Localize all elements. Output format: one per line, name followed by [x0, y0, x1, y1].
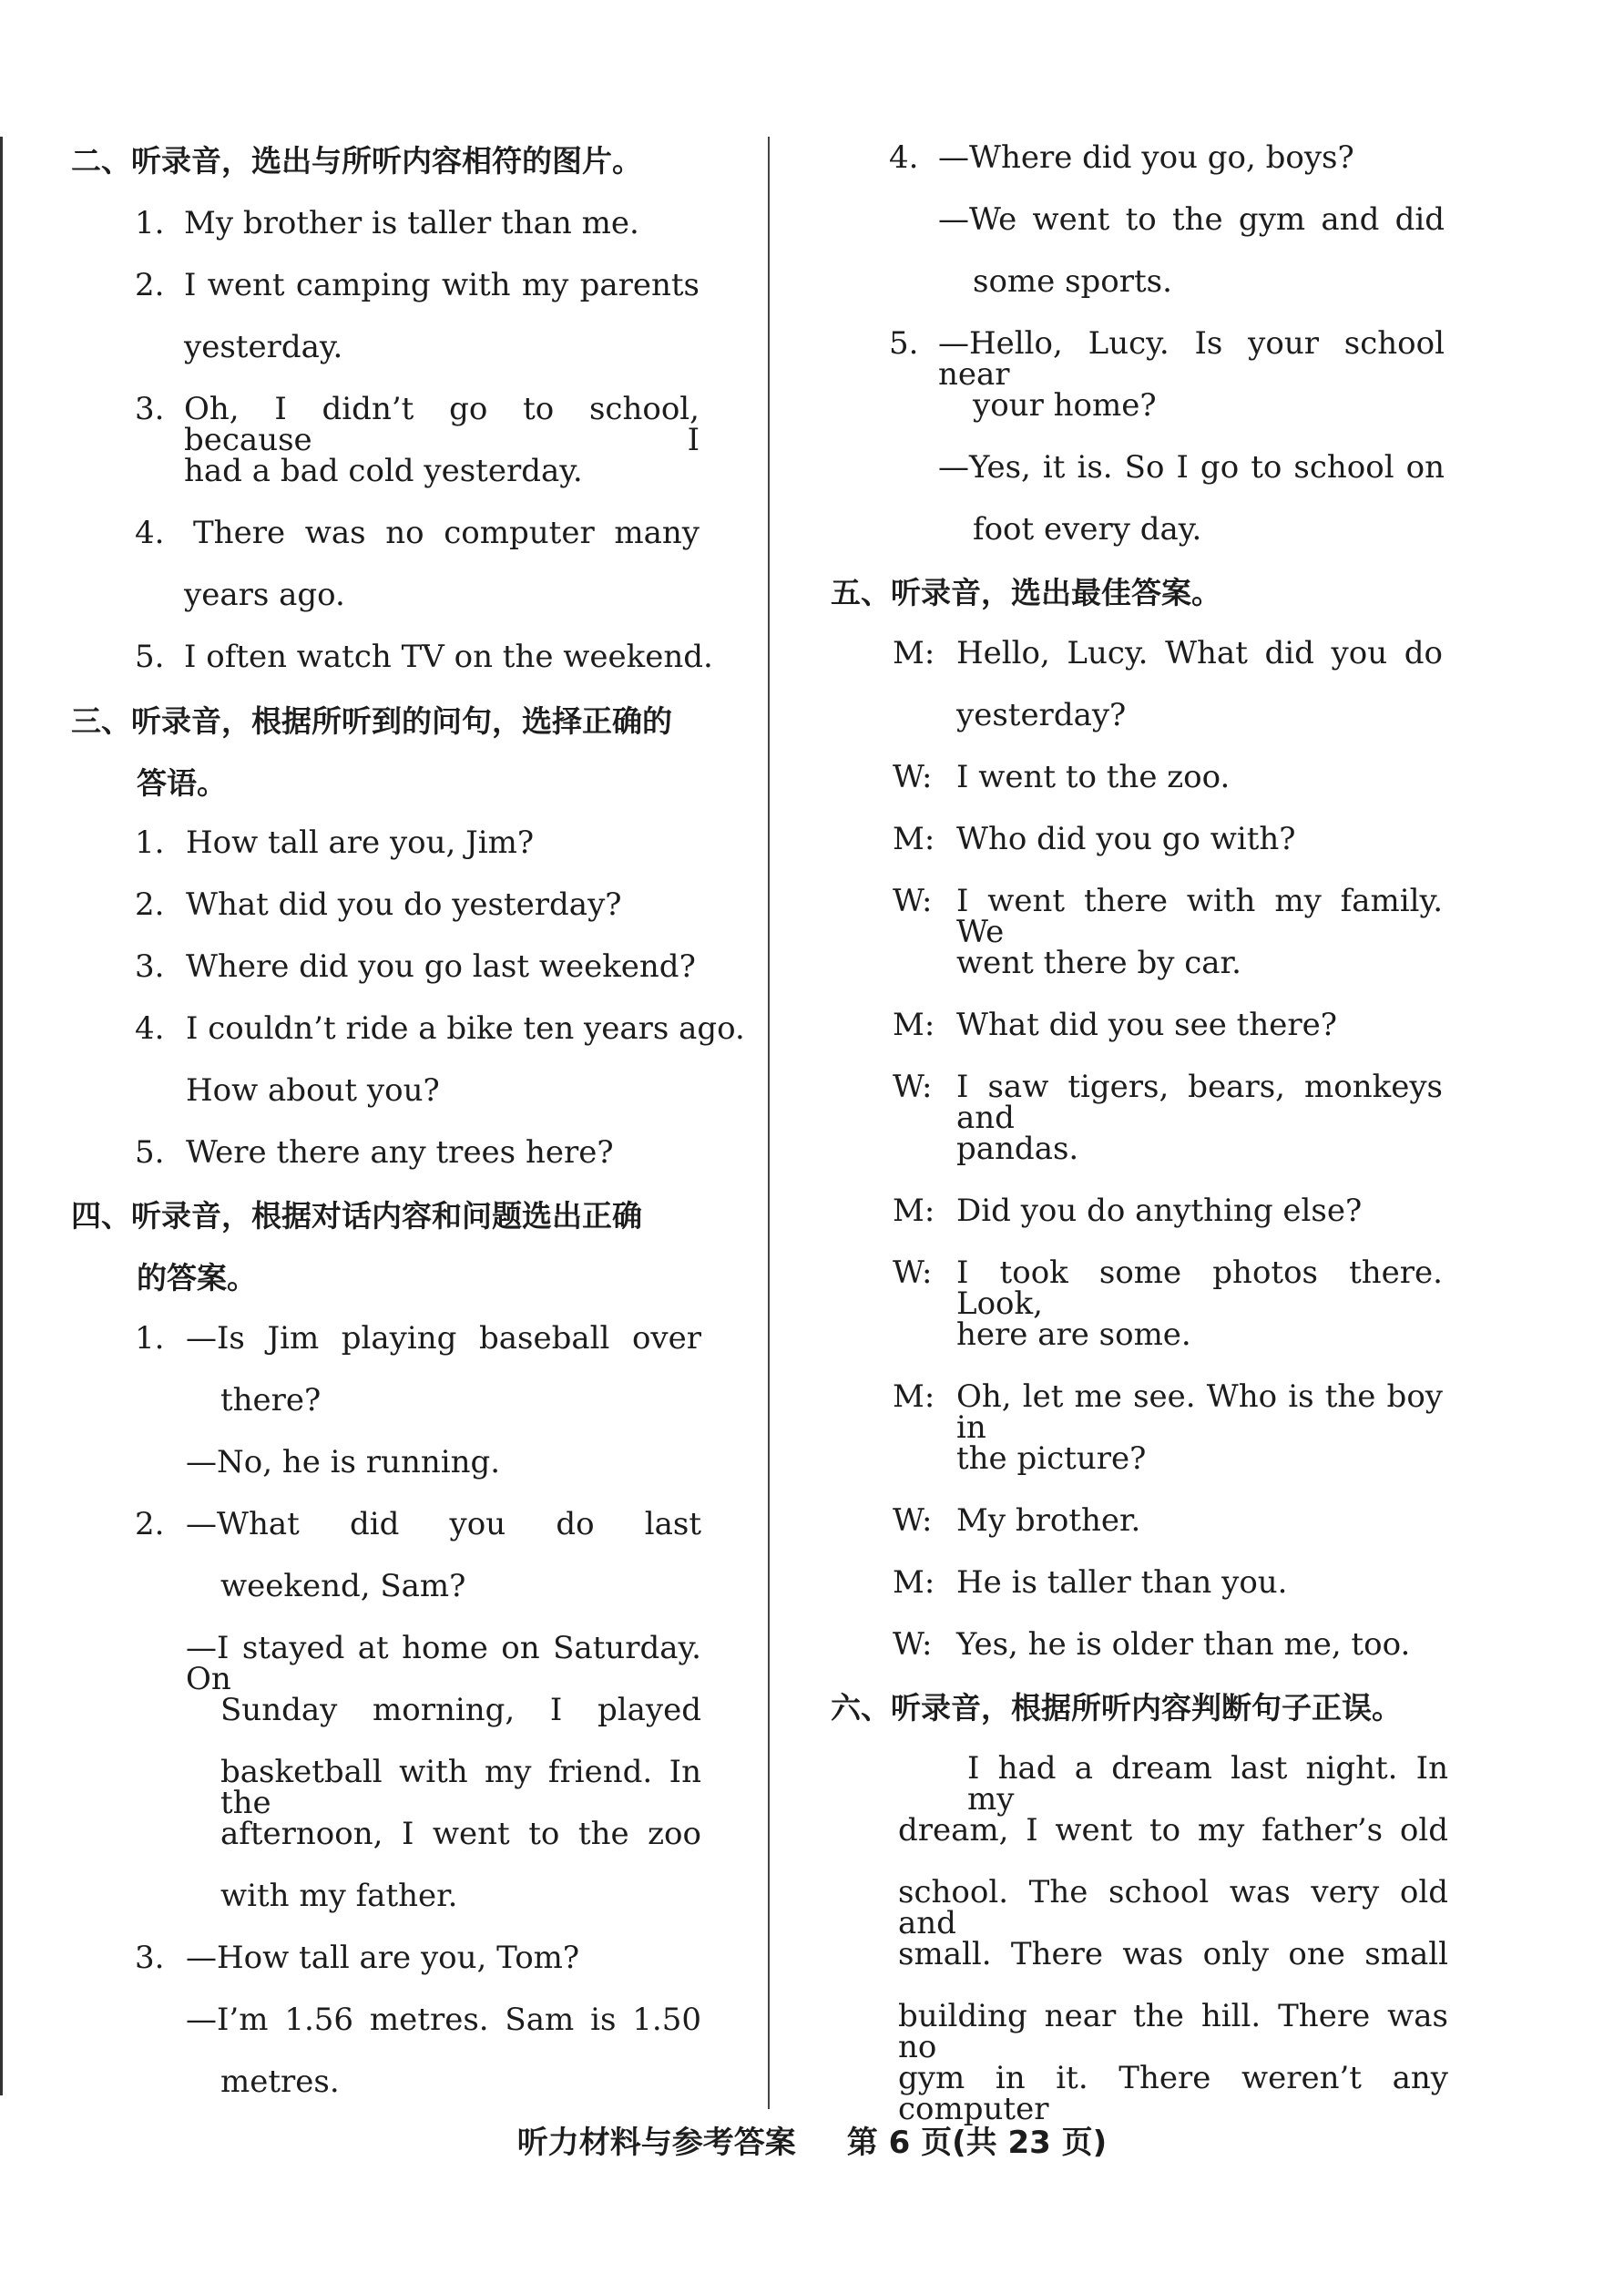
- s4-item-3-num: 3.: [135, 1940, 165, 1976]
- s4-item-4-line: —We went to the gym and did: [938, 201, 1445, 238]
- section-3-heading-cont: 答语。: [137, 765, 227, 801]
- s4-item-3-line: metres.: [220, 2064, 340, 2100]
- s5-speaker: M:: [893, 821, 935, 857]
- s5-line: I went to the zoo.: [956, 759, 1231, 795]
- s3-item-3-num: 3.: [135, 948, 165, 985]
- s5-line: I took some photos there. Look,: [956, 1255, 1443, 1322]
- s6-paragraph-line: dream, I went to my father’s old: [898, 1812, 1448, 1849]
- left-margin-rule: [0, 137, 3, 2095]
- section-6-heading: 六、听录音，根据所听内容判断句子正误。: [831, 1690, 1402, 1726]
- s3-item-4-line: I couldn’t ride a bike ten years ago.: [186, 1010, 745, 1047]
- s4-item-5-line: —Yes, it is. So I go to school on: [938, 449, 1445, 486]
- s4-item-2-line: with my father.: [220, 1878, 458, 1914]
- s2-item-5-line: I often watch TV on the weekend.: [184, 639, 713, 675]
- s2-item-1-num: 1.: [135, 205, 165, 241]
- s5-speaker: W:: [893, 1255, 933, 1291]
- s2-item-4-num: 4.: [135, 515, 165, 551]
- s5-line: Oh, let me see. Who is the boy in: [956, 1378, 1443, 1446]
- s6-paragraph-line: school. The school was very old and: [898, 1874, 1448, 1941]
- s2-item-2-num: 2.: [135, 267, 165, 303]
- s3-item-4-line: How about you?: [186, 1072, 440, 1109]
- footer-page-number: 第 6 页(共 23 页): [846, 2125, 1108, 2161]
- s2-item-3-line: had a bad cold yesterday.: [184, 453, 583, 489]
- s5-line: the picture?: [956, 1440, 1147, 1477]
- s2-item-1-line: My brother is taller than me.: [184, 205, 639, 241]
- s3-item-2-num: 2.: [135, 886, 165, 923]
- column-divider: [768, 137, 770, 2109]
- s6-paragraph-line: small. There was only one small: [898, 1936, 1448, 1972]
- s5-speaker: W:: [893, 883, 933, 919]
- s5-line: went there by car.: [956, 945, 1241, 981]
- s5-speaker: W:: [893, 1626, 933, 1663]
- s4-item-5-line: foot every day.: [973, 511, 1202, 548]
- s2-item-4-line: years ago.: [184, 577, 345, 613]
- s5-line: Hello, Lucy. What did you do: [956, 635, 1443, 671]
- s4-item-2-line: afternoon, I went to the zoo: [220, 1816, 701, 1852]
- s3-item-1-num: 1.: [135, 824, 165, 861]
- s3-item-5-line: Were there any trees here?: [186, 1134, 614, 1171]
- s3-item-3-line: Where did you go last weekend?: [186, 948, 696, 985]
- footer-title: 听力材料与参考答案: [516, 2125, 796, 2161]
- s6-paragraph-line: I had a dream last night. In my: [967, 1750, 1448, 1818]
- s3-item-2-line: What did you do yesterday?: [186, 886, 622, 923]
- s3-item-5-num: 5.: [135, 1134, 165, 1171]
- s5-speaker: M:: [893, 1007, 935, 1043]
- s5-speaker: W:: [893, 1069, 933, 1105]
- section-2-heading: 二、听录音，选出与所听内容相符的图片。: [71, 143, 642, 179]
- s2-item-4-line: There was no computer many: [193, 515, 700, 551]
- s4-item-1-line: —No, he is running.: [186, 1444, 501, 1480]
- s6-paragraph-line: building near the hill. There was no: [898, 1998, 1448, 2065]
- s4-item-2-line: weekend, Sam?: [220, 1568, 466, 1604]
- s3-item-1-line: How tall are you, Jim?: [186, 824, 535, 861]
- section-5-heading: 五、听录音，选出最佳答案。: [831, 575, 1221, 610]
- s3-item-4-num: 4.: [135, 1010, 165, 1047]
- s4-item-1-line: —Is Jim playing baseball over: [186, 1320, 701, 1357]
- s2-item-5-num: 5.: [135, 639, 165, 675]
- page-footer: [0, 2125, 1624, 2161]
- s5-line: Yes, he is older than me, too.: [956, 1626, 1411, 1663]
- s5-line: Did you do anything else?: [956, 1193, 1363, 1229]
- s5-speaker: M:: [893, 1564, 935, 1601]
- s6-paragraph-line: gym in it. There weren’t any computer: [898, 2060, 1448, 2127]
- section-3-heading: 三、听录音，根据所听到的问句，选择正确的: [71, 703, 672, 739]
- s5-speaker: M:: [893, 635, 935, 671]
- s5-speaker: W:: [893, 1502, 933, 1539]
- s4-item-1-num: 1.: [135, 1320, 165, 1357]
- s4-item-2-line: basketball with my friend. In the: [220, 1754, 701, 1821]
- s4-item-4-num: 4.: [889, 139, 919, 176]
- s5-line: I went there with my family. We: [956, 883, 1443, 950]
- s5-line: pandas.: [956, 1131, 1079, 1167]
- s5-line: He is taller than you.: [956, 1564, 1288, 1601]
- s4-item-2-line: —What did you do last: [186, 1506, 701, 1542]
- s5-line: I saw tigers, bears, monkeys and: [956, 1069, 1443, 1136]
- s4-item-2-line: Sunday morning, I played: [220, 1692, 701, 1728]
- s4-item-3-line: —How tall are you, Tom?: [186, 1940, 580, 1976]
- s5-line: What did you see there?: [956, 1007, 1337, 1043]
- section-4-heading-cont: 的答案。: [137, 1260, 257, 1296]
- s4-item-4-line: some sports.: [973, 263, 1172, 300]
- s4-item-2-num: 2.: [135, 1506, 165, 1542]
- s2-item-2-line: yesterday.: [184, 329, 343, 365]
- section-4-heading: 四、听录音，根据对话内容和问题选出正确: [71, 1198, 642, 1234]
- s4-item-5-num: 5.: [889, 325, 919, 362]
- s4-item-4-line: —Where did you go, boys?: [938, 139, 1354, 176]
- s2-item-3-num: 3.: [135, 391, 165, 427]
- s5-speaker: M:: [893, 1378, 935, 1415]
- s4-item-5-line: your home?: [973, 387, 1157, 424]
- s2-item-2-line: I went camping with my parents: [184, 267, 700, 303]
- s5-line: yesterday?: [956, 697, 1127, 733]
- s4-item-5-line: —Hello, Lucy. Is your school near: [938, 325, 1445, 393]
- s5-speaker: W:: [893, 759, 933, 795]
- s4-item-3-line: —I’m 1.56 metres. Sam is 1.50: [186, 2002, 701, 2038]
- s5-speaker: M:: [893, 1193, 935, 1229]
- s5-line: My brother.: [956, 1502, 1141, 1539]
- s4-item-1-line: there?: [220, 1382, 322, 1419]
- s5-line: Who did you go with?: [956, 821, 1296, 857]
- s4-item-2-line: —I stayed at home on Saturday. On: [186, 1630, 701, 1697]
- s5-line: here are some.: [956, 1316, 1191, 1353]
- s2-item-3-line: Oh, I didn’t go to school, because I: [184, 391, 700, 458]
